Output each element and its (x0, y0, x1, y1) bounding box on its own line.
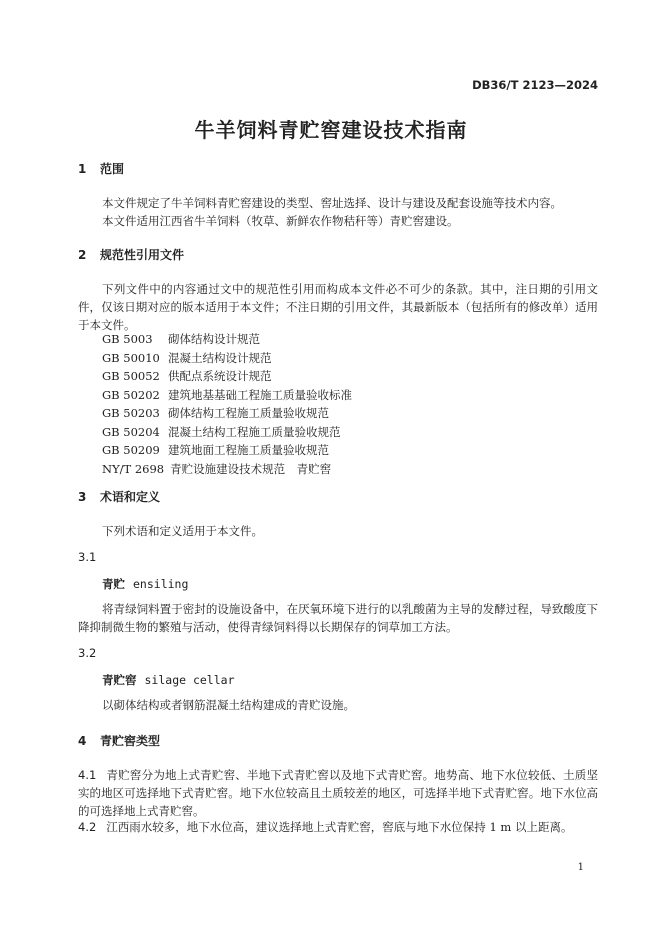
reference-item (102, 349, 352, 368)
reference-code: NY/T 2698 (102, 461, 165, 476)
clause-text: 江西雨水较多，地下水位高，建议选择地上式青贮窖，窖底与地下水位保持 1 m 以上距离。 (106, 820, 573, 834)
term-entry (102, 672, 235, 688)
clause-number: 4.1 (78, 768, 97, 782)
clause-text: 青贮窖分为地上式青贮窖、半地下式青贮窖以及地下式青贮窖。地势高、地下水位较低、土质坚实的地区可选择地下式青贮窖。地下水位较高且土质较差的地区，可选择半地下式青贮窖。地下水位高的可选择地上式青贮窖。 (78, 768, 598, 818)
section-1-paragraph-1: 本文件规定了牛羊饲料青贮窖建设的类型、窖址选择、设计与建设及配套设施等技术内容。 (102, 196, 562, 210)
term-entry (102, 576, 188, 592)
standard-code: DB36/T 2123—2024 (472, 78, 598, 92)
clause-number: 4.2 (78, 820, 97, 834)
term-number: 3.2 (78, 646, 97, 660)
reference-item (102, 386, 352, 405)
term-chinese: 青贮窖 (102, 673, 137, 687)
reference-name: 建筑地基基础工程施工质量验收标准 (168, 387, 352, 402)
reference-name: 供配点系统设计规范 (168, 369, 272, 383)
reference-code: GB 50209 (102, 443, 160, 457)
reference-name: 建筑地面工程施工质量验收规范 (168, 443, 329, 457)
reference-name: 砌体结构设计规范 (168, 332, 260, 346)
reference-code: GB 50203 (102, 406, 160, 420)
reference-code: GB 50052 (102, 369, 160, 383)
section-number: 2 (78, 248, 87, 262)
section-3-intro: 下列术语和定义适用于本文件。 (102, 524, 263, 538)
reference-list (102, 330, 352, 478)
section-2-intro: 下列文件中的内容通过文中的规范性引用而构成本文件必不可少的条款。其中，注日期的引用文件，仅该日期对应的版本适用于本文件；不注日期的引用文件，其最新版本（包括所有的修改单）适用于本文件。 (78, 282, 598, 332)
section-title: 术语和定义 (100, 490, 161, 504)
term-english: ensiling (133, 577, 189, 591)
reference-code: GB 50010 (102, 350, 160, 365)
reference-name: 混凝土结构工程施工质量验收规范 (168, 424, 341, 439)
section-title: 青贮窖类型 (100, 734, 161, 748)
section-4-heading (78, 732, 160, 749)
document-title: 牛羊饲料青贮窖建设技术指南 (194, 118, 468, 142)
reference-name: 混凝土结构设计规范 (168, 350, 272, 365)
section-1-heading (78, 160, 124, 177)
section-number: 3 (78, 490, 87, 504)
reference-code: GB 5003 (102, 332, 153, 346)
reference-item (102, 441, 352, 460)
term-definition: 以砌体结构或者钢筋混凝土结构建成的青贮设施。 (102, 698, 355, 712)
reference-code: GB 50204 (102, 424, 160, 439)
page-number: 1 (577, 862, 584, 873)
clause-4-2 (78, 818, 598, 836)
section-number: 1 (78, 162, 87, 176)
reference-item (102, 330, 352, 349)
term-definition: 将青绿饲料置于密封的设施设备中，在厌氧环境下进行的以乳酸菌为主导的发酵过程，导致酸度下降抑制微生物的繁殖与活动，使得青绿饲料得以长期保存的饲草加工方法。 (78, 602, 598, 634)
reference-item (102, 404, 352, 423)
reference-item (102, 460, 352, 479)
reference-name: 青贮设施建设技术规范 青贮窖 (170, 461, 332, 476)
term-number: 3.1 (78, 550, 97, 564)
reference-item (102, 367, 352, 386)
reference-name: 砌体结构工程施工质量验收规范 (168, 406, 329, 420)
section-1-paragraph-2: 本文件适用江西省牛羊饲料（牧草、新鲜农作物秸秆等）青贮窖建设。 (102, 214, 459, 228)
section-title: 规范性引用文件 (100, 248, 185, 262)
section-2-heading (78, 246, 184, 263)
reference-item (102, 423, 352, 442)
section-3-heading (78, 488, 160, 505)
clause-4-1 (78, 766, 598, 820)
term-english: silage cellar (144, 673, 235, 687)
section-number: 4 (78, 734, 87, 748)
section-title: 范围 (100, 162, 125, 176)
term-chinese: 青贮 (102, 577, 125, 591)
reference-code: GB 50202 (102, 387, 160, 402)
